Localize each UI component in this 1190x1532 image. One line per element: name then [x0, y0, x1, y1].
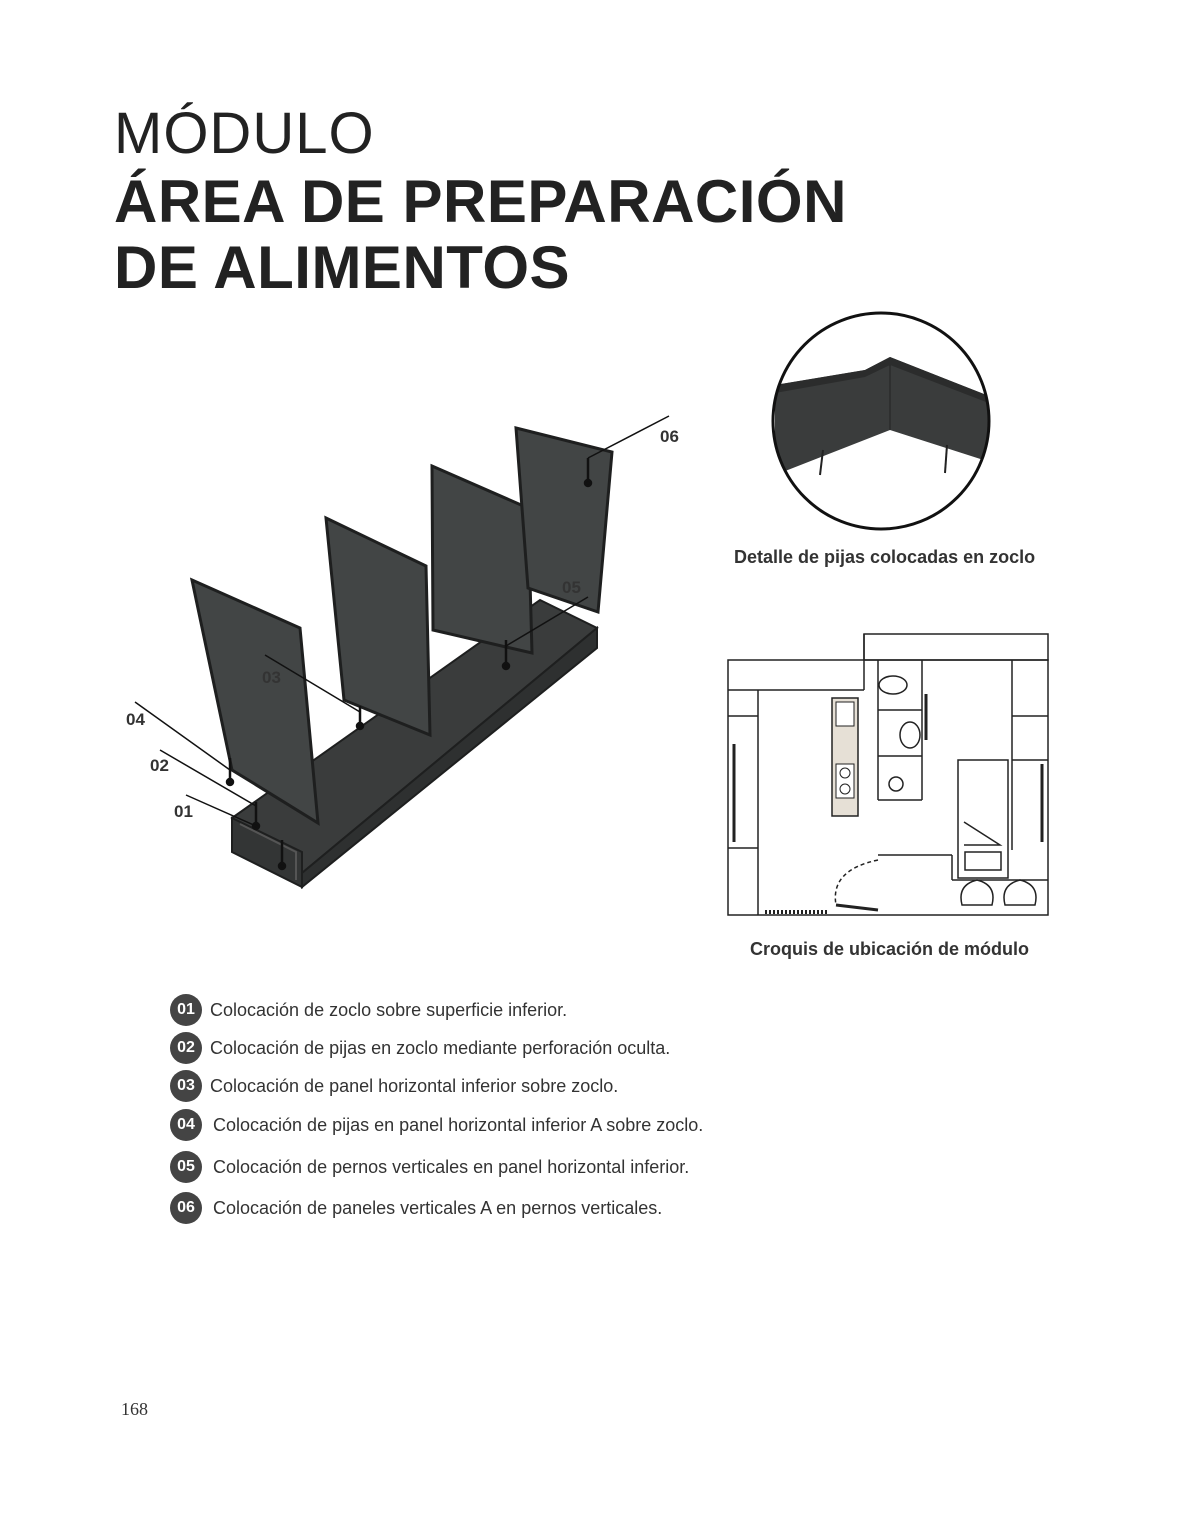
step-badge: 04 [170, 1109, 202, 1141]
vertical-panel-3 [432, 466, 532, 653]
vertical-panel-1 [192, 580, 318, 823]
detail-zoom-illustration [765, 305, 999, 539]
step-text: Colocación de pernos verticales en panel horizontal inferior. [213, 1156, 690, 1177]
title-modulo: MÓDULO [114, 101, 375, 166]
step-text: Colocación de panel horizontal inferior sobre zoclo. [210, 1075, 619, 1096]
step-badge: 01 [170, 994, 202, 1026]
step-badge: 03 [170, 1070, 202, 1102]
step-text: Colocación de zoclo sobre superficie inferior. [210, 999, 568, 1020]
callout-05: 05 [562, 578, 581, 597]
step-item [170, 1032, 670, 1064]
step-item [170, 994, 567, 1026]
step-item [170, 1070, 618, 1102]
assembly-illustration [120, 405, 680, 905]
title-area-line1: ÁREA DE PREPARACIÓN [114, 168, 847, 235]
step-item [170, 1109, 703, 1141]
step-item [170, 1151, 689, 1183]
callout-02: 02 [150, 756, 169, 775]
callout-04: 04 [126, 710, 145, 729]
callout-01: 01 [174, 802, 193, 821]
callout-06: 06 [660, 427, 679, 446]
vertical-panel-2 [326, 518, 430, 735]
step-text: Colocación de pijas en zoclo mediante perforación oculta. [210, 1037, 671, 1058]
step-badge: 06 [170, 1192, 202, 1224]
callout-03: 03 [262, 668, 281, 687]
detail-caption: Detalle de pijas colocadas en zoclo [734, 547, 1036, 567]
floor-plan-sketch [726, 632, 1050, 920]
title-area-line2: DE ALIMENTOS [114, 234, 571, 301]
step-text: Colocación de pijas en panel horizontal inferior A sobre zoclo. [213, 1114, 704, 1135]
step-item [170, 1192, 662, 1224]
page-number: 168 [121, 1399, 148, 1419]
plan-caption: Croquis de ubicación de módulo [750, 939, 1030, 959]
step-text: Colocación de paneles verticales A en pernos verticales. [213, 1197, 663, 1218]
step-badge: 02 [170, 1032, 202, 1064]
step-badge: 05 [170, 1151, 202, 1183]
